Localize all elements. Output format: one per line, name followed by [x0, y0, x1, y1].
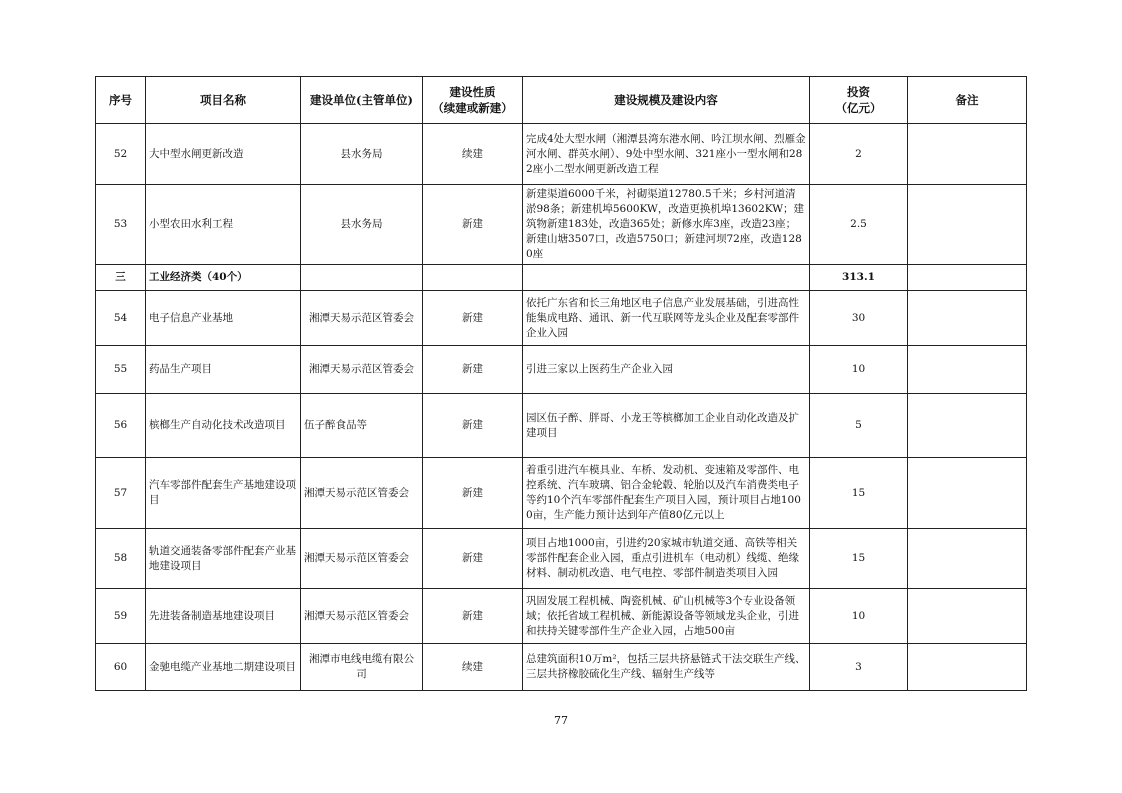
- row-unit: 湘潭天易示范区管委会: [301, 529, 423, 589]
- row-invest: 2.5: [810, 185, 908, 265]
- row-note: [908, 458, 1027, 529]
- row-name: 轨道交通装备零部件配套产业基地建设项目: [146, 529, 301, 589]
- section-title: 工业经济类（40个）: [146, 265, 301, 291]
- section-no: 三: [96, 265, 146, 291]
- row-note: [908, 589, 1027, 644]
- table-row: [96, 589, 1027, 644]
- row-note: [908, 291, 1027, 346]
- header-content: 建设规模及建设内容: [523, 77, 810, 124]
- row-note: [908, 185, 1027, 265]
- row-invest: 15: [810, 458, 908, 529]
- table-row: [96, 124, 1027, 185]
- table-row: [96, 529, 1027, 589]
- section-invest: 313.1: [810, 265, 908, 291]
- row-unit: 县水务局: [301, 124, 423, 185]
- row-name: 小型农田水利工程: [146, 185, 301, 265]
- row-no: 60: [96, 644, 146, 691]
- row-unit: 县水务局: [301, 185, 423, 265]
- header-nature: 建设性质 （续建或新建）: [423, 77, 523, 124]
- row-no: 55: [96, 346, 146, 394]
- row-invest: 15: [810, 529, 908, 589]
- row-nature: 续建: [423, 124, 523, 185]
- row-note: [908, 124, 1027, 185]
- table-row: [96, 394, 1027, 458]
- row-nature: 新建: [423, 589, 523, 644]
- row-content: 引进三家以上医药生产企业入园: [523, 346, 810, 394]
- row-note: [908, 529, 1027, 589]
- section-unit: [301, 265, 423, 291]
- header-note: 备注: [908, 77, 1027, 124]
- row-no: 54: [96, 291, 146, 346]
- section-row: [96, 265, 1027, 291]
- row-unit: 伍子醉食品等: [301, 394, 423, 458]
- row-note: [908, 346, 1027, 394]
- section-note: [908, 265, 1027, 291]
- row-name: 金驰电缆产业基地二期建设项目: [146, 644, 301, 691]
- row-note: [908, 394, 1027, 458]
- row-invest: 30: [810, 291, 908, 346]
- row-invest: 5: [810, 394, 908, 458]
- row-content: 着重引进汽车模具业、车桥、发动机、变速箱及零部件、电控系统、汽车玻璃、铝合金轮毂、轮胎以及汽车消费类电子等约10个汽车零部件配套生产项目入园，预计项目占地1000亩，生产能力预计达到年产值80亿元以上: [523, 458, 810, 529]
- row-unit: 湘潭天易示范区管委会: [301, 346, 423, 394]
- row-unit: 湘潭天易示范区管委会: [301, 589, 423, 644]
- table-header-row: [96, 77, 1027, 124]
- row-nature: 新建: [423, 185, 523, 265]
- row-name: 先进装备制造基地建设项目: [146, 589, 301, 644]
- row-nature: 续建: [423, 644, 523, 691]
- row-invest: 3: [810, 644, 908, 691]
- row-content: 园区伍子醉、胖哥、小龙王等槟榔加工企业自动化改造及扩建项目: [523, 394, 810, 458]
- header-project-name: 项目名称: [146, 77, 301, 124]
- row-nature: 新建: [423, 529, 523, 589]
- row-name: 药品生产项目: [146, 346, 301, 394]
- row-note: [908, 644, 1027, 691]
- row-invest: 2: [810, 124, 908, 185]
- row-content: 巩固发展工程机械、陶瓷机械、矿山机械等3个专业设备领域；依托省域工程机械、新能源设备等领域龙头企业，引进和扶持关键零部件生产企业入园，占地500亩: [523, 589, 810, 644]
- row-name: 电子信息产业基地: [146, 291, 301, 346]
- section-content: [523, 265, 810, 291]
- header-invest: 投资 （亿元）: [810, 77, 908, 124]
- page-number: 77: [554, 714, 568, 727]
- row-name: 大中型水闸更新改造: [146, 124, 301, 185]
- table-row: [96, 185, 1027, 265]
- row-name: 汽车零部件配套生产基地建设项目: [146, 458, 301, 529]
- row-no: 53: [96, 185, 146, 265]
- row-invest: 10: [810, 589, 908, 644]
- row-unit: 湘潭市电线电缆有限公司: [301, 644, 423, 691]
- section-nature: [423, 265, 523, 291]
- header-seq: 序号: [96, 77, 146, 124]
- row-name: 槟榔生产自动化技术改造项目: [146, 394, 301, 458]
- row-nature: 新建: [423, 291, 523, 346]
- table-row: [96, 291, 1027, 346]
- row-content: 完成4处大型水闸（湘潭县湾东港水闸、吟江坝水闸、烈雁金河水闸、群英水闸）、9处中型水闸、321座小一型水闸和282座小二型水闸更新改造工程: [523, 124, 810, 185]
- row-content: 依托广东省和长三角地区电子信息产业发展基础，引进高性能集成电路、通讯、新一代互联网等龙头企业及配套零部件企业入园: [523, 291, 810, 346]
- row-nature: 新建: [423, 458, 523, 529]
- row-content: 新建渠道6000千米，衬砌渠道12780.5千米；乡村河道清淤98条；新建机埠5600KW，改造更换机埠13602KW；建筑物新建183处，改造365处；新修水库3座，改造23座；新建山塘3507口，改造5750口；新建河坝72座，改造1280座: [523, 185, 810, 265]
- table-row: [96, 346, 1027, 394]
- row-no: 59: [96, 589, 146, 644]
- row-unit: 湘潭天易示范区管委会: [301, 458, 423, 529]
- project-table: [95, 76, 1027, 691]
- row-content: 项目占地1000亩，引进约20家城市轨道交通、高铁等相关零部件配套企业入园，重点引进机车（电动机）线缆、绝缘材料、制动机改造、电气电控、零部件制造类项目入园: [523, 529, 810, 589]
- row-content: 总建筑面积10万m²，包括三层共挤悬链式干法交联生产线、三层共挤橡胶硫化生产线、辐射生产线等: [523, 644, 810, 691]
- row-unit: 湘潭天易示范区管委会: [301, 291, 423, 346]
- header-unit: 建设单位(主管单位): [301, 77, 423, 124]
- row-no: 58: [96, 529, 146, 589]
- row-nature: 新建: [423, 346, 523, 394]
- table-row: [96, 644, 1027, 691]
- row-no: 56: [96, 394, 146, 458]
- row-no: 57: [96, 458, 146, 529]
- row-no: 52: [96, 124, 146, 185]
- table-row: [96, 458, 1027, 529]
- row-nature: 新建: [423, 394, 523, 458]
- row-invest: 10: [810, 346, 908, 394]
